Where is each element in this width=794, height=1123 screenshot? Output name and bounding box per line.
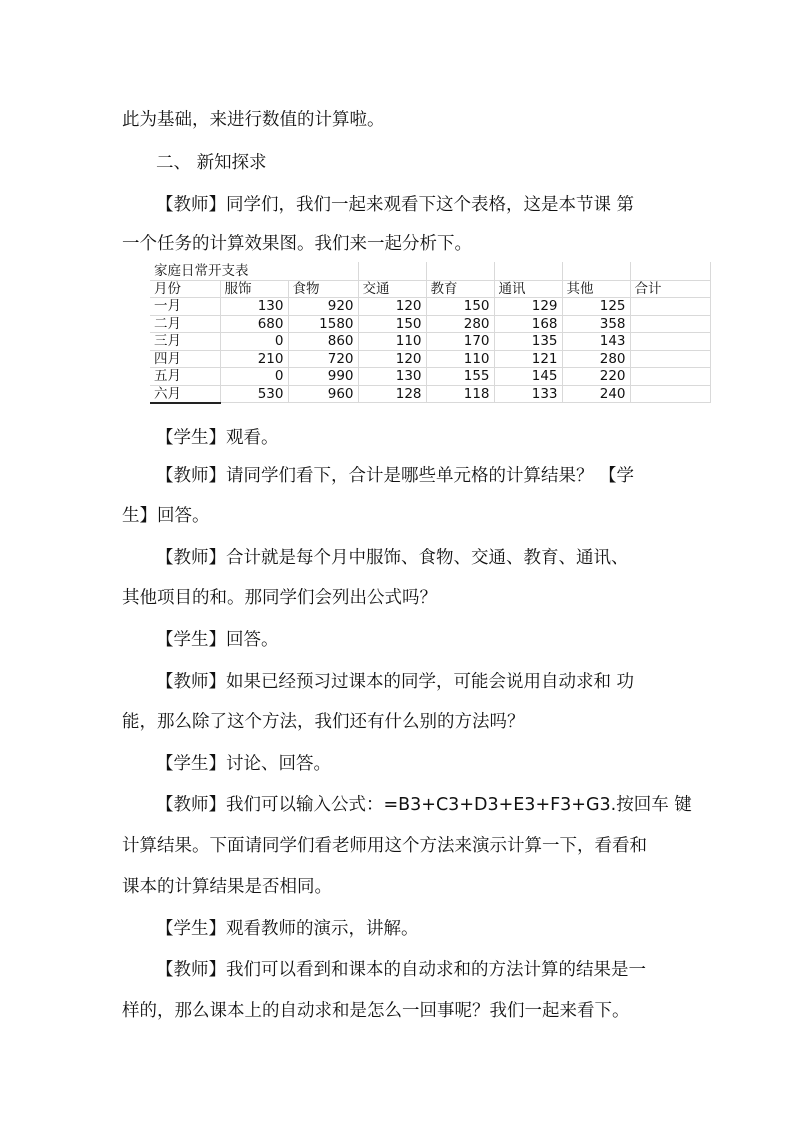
text-line: 【教师】合计就是每个月中服饰、食物、交通、教育、通讯、 bbox=[156, 548, 629, 568]
text-line: 【教师】请同学们看下，合计是哪些单元格的计算结果？ 【学 bbox=[156, 466, 635, 486]
sheet-title: 家庭日常开支表 bbox=[150, 263, 358, 281]
sheet-row bbox=[150, 315, 710, 333]
sheet-value-cell: 680 bbox=[220, 315, 288, 333]
sheet-value-cell: 240 bbox=[562, 385, 630, 403]
sheet-value-cell: 1580 bbox=[288, 315, 358, 333]
sheet-value-cell: 280 bbox=[562, 350, 630, 368]
text-line: 能，那么除了这个方法，我们还有什么别的方法吗？ bbox=[122, 712, 525, 732]
sheet-value-cell: 358 bbox=[562, 315, 630, 333]
sheet-header-cell: 通讯 bbox=[494, 280, 562, 298]
sheet-value-cell: 860 bbox=[288, 333, 358, 351]
sheet-value-cell bbox=[630, 315, 710, 333]
sheet-row bbox=[150, 333, 710, 351]
sheet-value-cell: 280 bbox=[426, 315, 494, 333]
sheet-value-cell: 168 bbox=[494, 315, 562, 333]
sheet-month-cell: 一月 bbox=[150, 298, 220, 316]
text-line: 课本的计算结果是否相同。 bbox=[122, 877, 332, 897]
sheet-header-cell: 教育 bbox=[426, 280, 494, 298]
sheet-header-cell: 月份 bbox=[150, 280, 220, 298]
text-line: 一个任务的计算效果图。我们来一起分析下。 bbox=[122, 234, 472, 254]
sheet-value-cell: 133 bbox=[494, 385, 562, 403]
sheet-value-cell: 120 bbox=[358, 350, 426, 368]
sheet-value-cell: 130 bbox=[220, 298, 288, 316]
sheet-row bbox=[150, 350, 710, 368]
sheet-value-cell: 110 bbox=[426, 350, 494, 368]
sheet-value-cell: 150 bbox=[358, 315, 426, 333]
sheet-month-cell: 二月 bbox=[150, 315, 220, 333]
sheet-value-cell: 110 bbox=[358, 333, 426, 351]
sheet-row bbox=[150, 368, 710, 386]
text-line: 【学生】回答。 bbox=[156, 630, 279, 650]
sheet-header-cell: 食物 bbox=[288, 280, 358, 298]
text-line: 【教师】如果已经预习过课本的同学，可能会说用自动求和 功 bbox=[156, 672, 635, 692]
sheet-month-cell: 五月 bbox=[150, 368, 220, 386]
text-line: 【教师】我们可以输入公式：=B3+C3+D3+E3+F3+G3.按回车 键 bbox=[156, 795, 692, 815]
sheet-value-cell: 220 bbox=[562, 368, 630, 386]
sheet-header-cell: 合计 bbox=[630, 280, 710, 298]
text-line: 【教师】我们可以看到和课本的自动求和的方法计算的结果是一 bbox=[156, 960, 646, 980]
sheet-value-cell: 530 bbox=[220, 385, 288, 403]
sheet-value-cell: 130 bbox=[358, 368, 426, 386]
sheet-value-cell bbox=[630, 350, 710, 368]
text-line: 样的，那么课本上的自动求和是怎么一回事呢？我们一起来看下。 bbox=[122, 1001, 630, 1021]
sheet-row bbox=[150, 385, 710, 403]
sheet-value-cell: 150 bbox=[426, 298, 494, 316]
sheet-value-cell: 118 bbox=[426, 385, 494, 403]
sheet-value-cell: 155 bbox=[426, 368, 494, 386]
text-line: 其他项目的和。那同学们会列出公式吗？ bbox=[122, 588, 437, 608]
sheet-value-cell bbox=[630, 368, 710, 386]
sheet-empty-cell bbox=[630, 263, 710, 281]
sheet-value-cell: 129 bbox=[494, 298, 562, 316]
sheet-value-cell: 125 bbox=[562, 298, 630, 316]
sheet-value-cell: 720 bbox=[288, 350, 358, 368]
sheet-header-cell: 服饰 bbox=[220, 280, 288, 298]
sheet-value-cell: 0 bbox=[220, 368, 288, 386]
text-line: 【学生】观看教师的演示，讲解。 bbox=[156, 919, 419, 939]
sheet-value-cell: 960 bbox=[288, 385, 358, 403]
sheet-value-cell: 145 bbox=[494, 368, 562, 386]
sheet-value-cell: 0 bbox=[220, 333, 288, 351]
sheet-empty-cell bbox=[426, 263, 494, 281]
sheet-empty-cell bbox=[562, 263, 630, 281]
sheet-value-cell: 920 bbox=[288, 298, 358, 316]
text-line: 计算结果。下面请同学们看老师用这个方法来演示计算一下，看看和 bbox=[122, 836, 647, 856]
sheet-value-cell bbox=[630, 333, 710, 351]
sheet-value-cell: 128 bbox=[358, 385, 426, 403]
sheet-value-cell bbox=[630, 385, 710, 403]
sheet-header-cell: 其他 bbox=[562, 280, 630, 298]
sheet-header-cell: 交通 bbox=[358, 280, 426, 298]
text-line: 生】回答。 bbox=[122, 506, 210, 526]
sheet-month-cell: 四月 bbox=[150, 350, 220, 368]
sheet-value-cell: 135 bbox=[494, 333, 562, 351]
sheet-row bbox=[150, 298, 710, 316]
sheet-value-cell: 210 bbox=[220, 350, 288, 368]
sheet-empty-cell bbox=[494, 263, 562, 281]
text-line: 【教师】同学们，我们一起来观看下这个表格，这是本节课 第 bbox=[156, 195, 635, 215]
text-line: 【学生】观看。 bbox=[156, 428, 279, 448]
sheet-value-cell: 121 bbox=[494, 350, 562, 368]
sheet-value-cell: 120 bbox=[358, 298, 426, 316]
text-line: 二、 新知探求 bbox=[156, 153, 267, 173]
text-line: 【学生】讨论、回答。 bbox=[156, 754, 331, 774]
expense-spreadsheet bbox=[150, 262, 710, 406]
sheet-value-cell: 143 bbox=[562, 333, 630, 351]
sheet-value-cell bbox=[630, 298, 710, 316]
sheet-value-cell: 170 bbox=[426, 333, 494, 351]
sheet-month-cell: 六月 bbox=[150, 385, 220, 403]
text-line: 此为基础，来进行数值的计算啦。 bbox=[122, 110, 385, 130]
sheet-month-cell: 三月 bbox=[150, 333, 220, 351]
sheet-empty-cell bbox=[358, 263, 426, 281]
sheet-value-cell: 990 bbox=[288, 368, 358, 386]
